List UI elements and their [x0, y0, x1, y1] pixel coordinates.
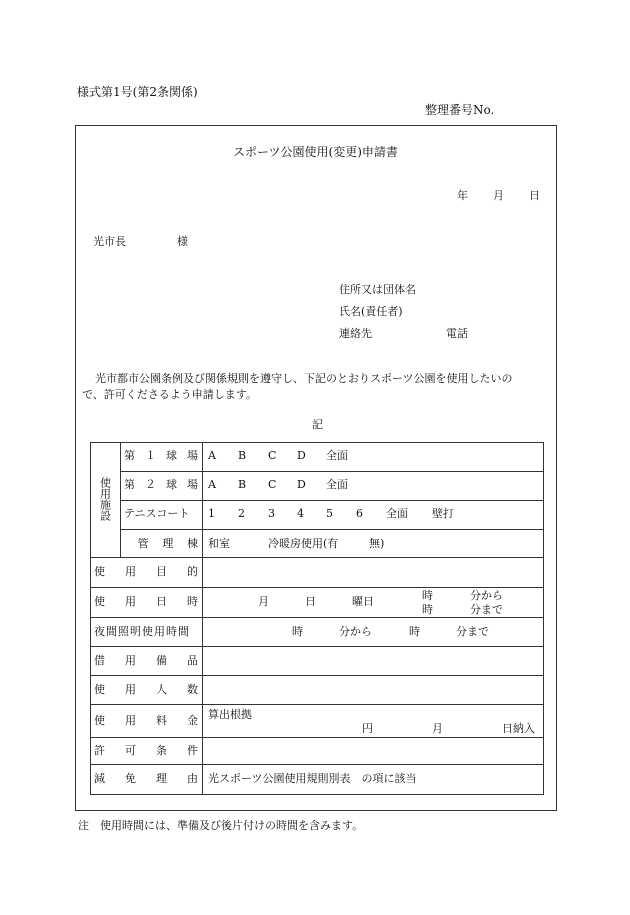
registration-number: 整理番号No.	[425, 103, 495, 117]
label-datetime: 使 用 日 時	[94, 595, 198, 608]
tennis-court-3: 3	[268, 507, 275, 520]
footer-note: 注 使用時間には、準備及び後片付けの時間を含みます。	[78, 819, 364, 832]
tennis-court-4: 4	[297, 507, 304, 520]
datetime-day: 日	[305, 595, 316, 608]
facility-label-tennis: テニスコート	[124, 507, 190, 520]
building-ac: 冷暖房使用(有	[268, 537, 339, 550]
facility-label-ground1: 第 １ 球 場	[124, 449, 198, 462]
tennis-full: 全面	[386, 507, 408, 520]
ground2-full: 全面	[326, 478, 348, 491]
tennis-court-5: 5	[326, 507, 333, 520]
form-frame	[75, 125, 557, 811]
ground1-a: A	[208, 449, 216, 462]
label-exemption: 減 免 理 由	[94, 772, 198, 785]
tennis-court-1: 1	[208, 507, 215, 520]
label-purpose: 使 用 目 的	[94, 565, 198, 578]
tennis-wall: 壁打	[432, 507, 454, 520]
label-conditions: 許 可 条 件	[94, 744, 198, 757]
label-equipment: 借 用 備 品	[94, 654, 198, 667]
facility-label-ground2: 第 ２ 球 場	[124, 478, 198, 491]
fee-yen: 円	[362, 722, 373, 735]
label-night-lighting: 夜間照明使用時間	[94, 625, 190, 638]
datetime-weekday: 曜日	[352, 595, 374, 608]
ground2-a: A	[208, 478, 216, 491]
applicant-phone: 電話	[446, 327, 468, 340]
body-line-1: 光市都市公園条例及び関係規則を遵守し、下記のとおりスポーツ公園を使用したいの	[95, 372, 513, 385]
fee-month: 月	[432, 722, 443, 735]
fee-day-paid: 日納入	[502, 722, 535, 735]
applicant-contact: 連絡先	[339, 327, 372, 340]
datetime-month: 月	[258, 595, 269, 608]
form-title: スポーツ公園使用(変更)申請書	[233, 145, 398, 159]
addressee-honorific: 様	[177, 235, 188, 248]
facility-group-label: 使用施設	[98, 477, 112, 521]
ground1-b: B	[238, 449, 247, 462]
building-ac-none: 無)	[369, 537, 385, 550]
datetime-hour-start: 時	[422, 589, 433, 602]
ground2-b: B	[238, 478, 247, 491]
applicant-address: 住所又は団体名	[339, 283, 416, 296]
night-hour-end: 時	[409, 625, 420, 638]
night-from: 分から	[339, 625, 372, 638]
night-to: 分まで	[456, 625, 489, 638]
addressee-name: 光市長	[93, 235, 126, 248]
ki-mark: 記	[312, 418, 323, 431]
ground2-c: C	[268, 478, 277, 491]
applicant-name: 氏名(責任者)	[339, 305, 403, 318]
ground1-full: 全面	[326, 449, 348, 462]
building-room: 和室	[208, 537, 230, 550]
fee-basis: 算出根拠	[208, 708, 252, 721]
tennis-court-2: 2	[238, 507, 245, 520]
label-people: 使 用 人 数	[94, 683, 198, 696]
date-day: 日	[529, 189, 540, 202]
tennis-court-6: 6	[356, 507, 363, 520]
facility-label-building: 管 理 棟	[137, 537, 198, 550]
label-fee: 使 用 料 金	[94, 714, 198, 727]
ground1-d: D	[297, 449, 306, 462]
form-number: 様式第1号(第2条関係)	[77, 85, 198, 99]
date-year: 年	[457, 189, 468, 202]
datetime-from: 分から	[470, 589, 503, 602]
datetime-to: 分まで	[470, 603, 503, 616]
date-month: 月	[493, 189, 504, 202]
exemption-text: 光スポーツ公園使用規則別表 の項に該当	[208, 772, 417, 785]
body-line-2: で、許可くださるよう申請します。	[82, 388, 257, 401]
night-hour-start: 時	[292, 625, 303, 638]
datetime-hour-end: 時	[422, 603, 433, 616]
ground1-c: C	[268, 449, 277, 462]
ground2-d: D	[297, 478, 306, 491]
